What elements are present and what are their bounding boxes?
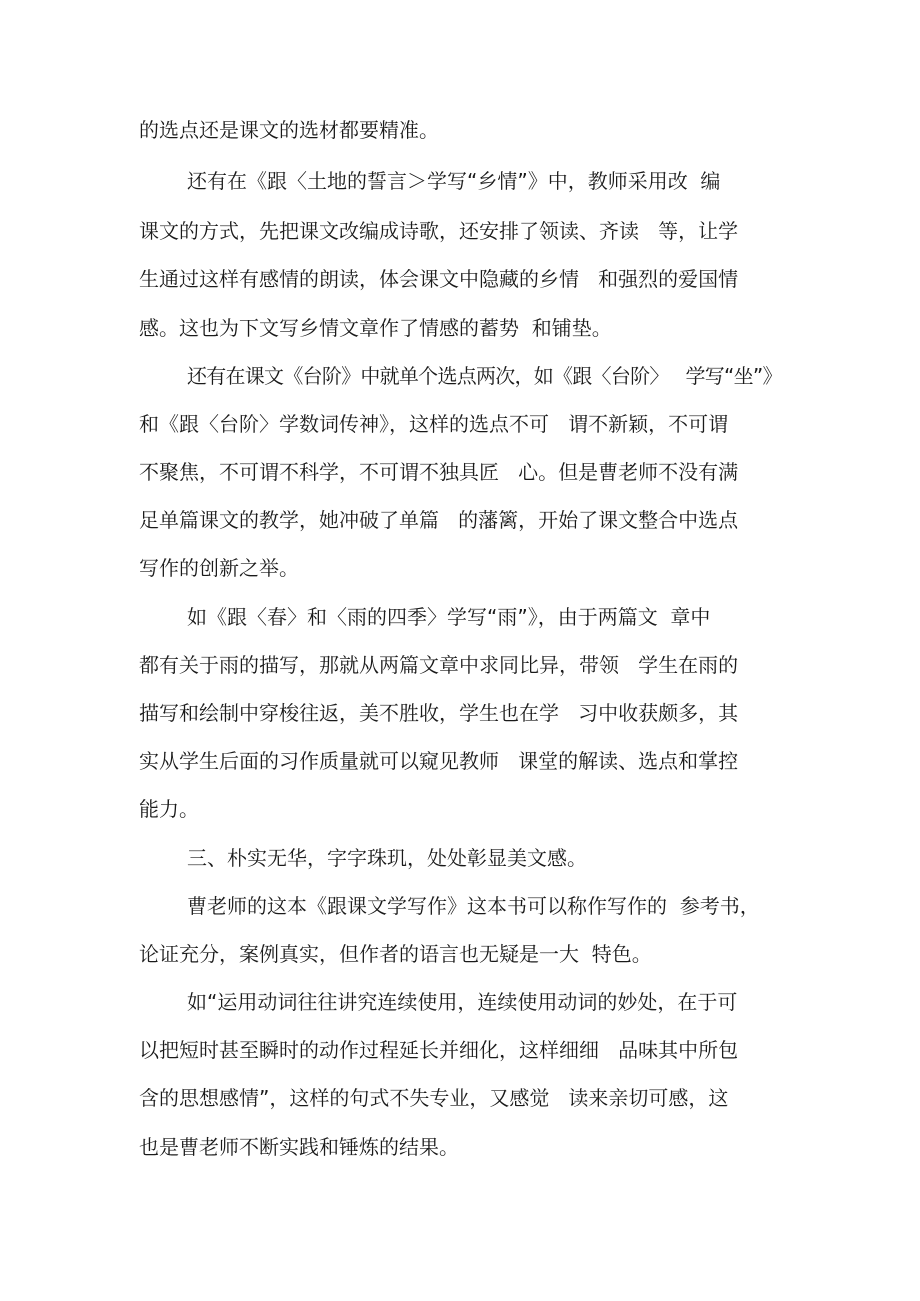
text-line: 也是曹老师不断实践和锤炼的结果。	[139, 1135, 459, 1159]
text-line: 的选点还是课文的选材都要精准。	[139, 118, 439, 142]
text-line: 和《跟〈台阶〉学数词传神》，这样的选点不可 谓不新颖，不可谓	[139, 412, 729, 436]
text-line: 不聚焦，不可谓不科学，不可谓不独具匠 心。但是曹老师不没有满	[139, 460, 739, 484]
section-heading: 三、朴实无华，字字珠玑，处处彰显美文感。	[187, 846, 587, 870]
text-line: 还有在《跟〈土地的誓言＞学写“乡情”》中，教师采用改 编	[187, 169, 721, 193]
text-line: 如“运用动词往往讲究连续使用，连续使用动词的妙处，在于可	[187, 990, 738, 1014]
text-line: 如《跟〈春〉和〈雨的四季〉学写“雨”》，由于两篇文 章中	[187, 605, 711, 629]
text-line: 还有在课文《台阶》中就单个选点两次，如《跟〈台阶〉 学写“坐”》	[187, 364, 782, 388]
text-line: 足单篇课文的教学，她冲破了单篇 的藩篱，开始了课文整合中选点	[139, 508, 739, 532]
text-line: 感。这也为下文写乡情文章作了情感的蓄势 和铺垫。	[139, 316, 612, 340]
text-line: 能力。	[139, 797, 199, 821]
text-line: 生通过这样有感情的朗读，体会课文中隐藏的乡情 和强烈的爱国情	[139, 267, 739, 291]
text-line: 含的思想感情”，这样的句式不失专业，又感觉 读来亲切可感，这	[139, 1086, 729, 1110]
text-line: 论证充分，案例真实，但作者的语言也无疑是一大 特色。	[139, 942, 652, 966]
text-line: 曹老师的这本《跟课文学写作》这本书可以称作写作的 参考书，	[187, 894, 760, 918]
text-line: 写作的创新之举。	[139, 556, 299, 580]
text-line: 实从学生后面的习作质量就可以窥见教师 课堂的解读、选点和掌控	[139, 749, 739, 773]
text-line: 描写和绘制中穿梭往返，美不胜收，学生也在学 习中收获颇多，其	[139, 701, 739, 725]
text-line: 以把短时甚至瞬时的动作过程延长并细化，这样细细 品味其中所包	[139, 1038, 739, 1062]
text-line: 都有关于雨的描写，那就从两篇文章中求同比异，带领 学生在雨的	[139, 653, 739, 677]
text-line: 课文的方式，先把课文改编成诗歌，还安排了领读、齐读 等，让学	[139, 219, 739, 243]
